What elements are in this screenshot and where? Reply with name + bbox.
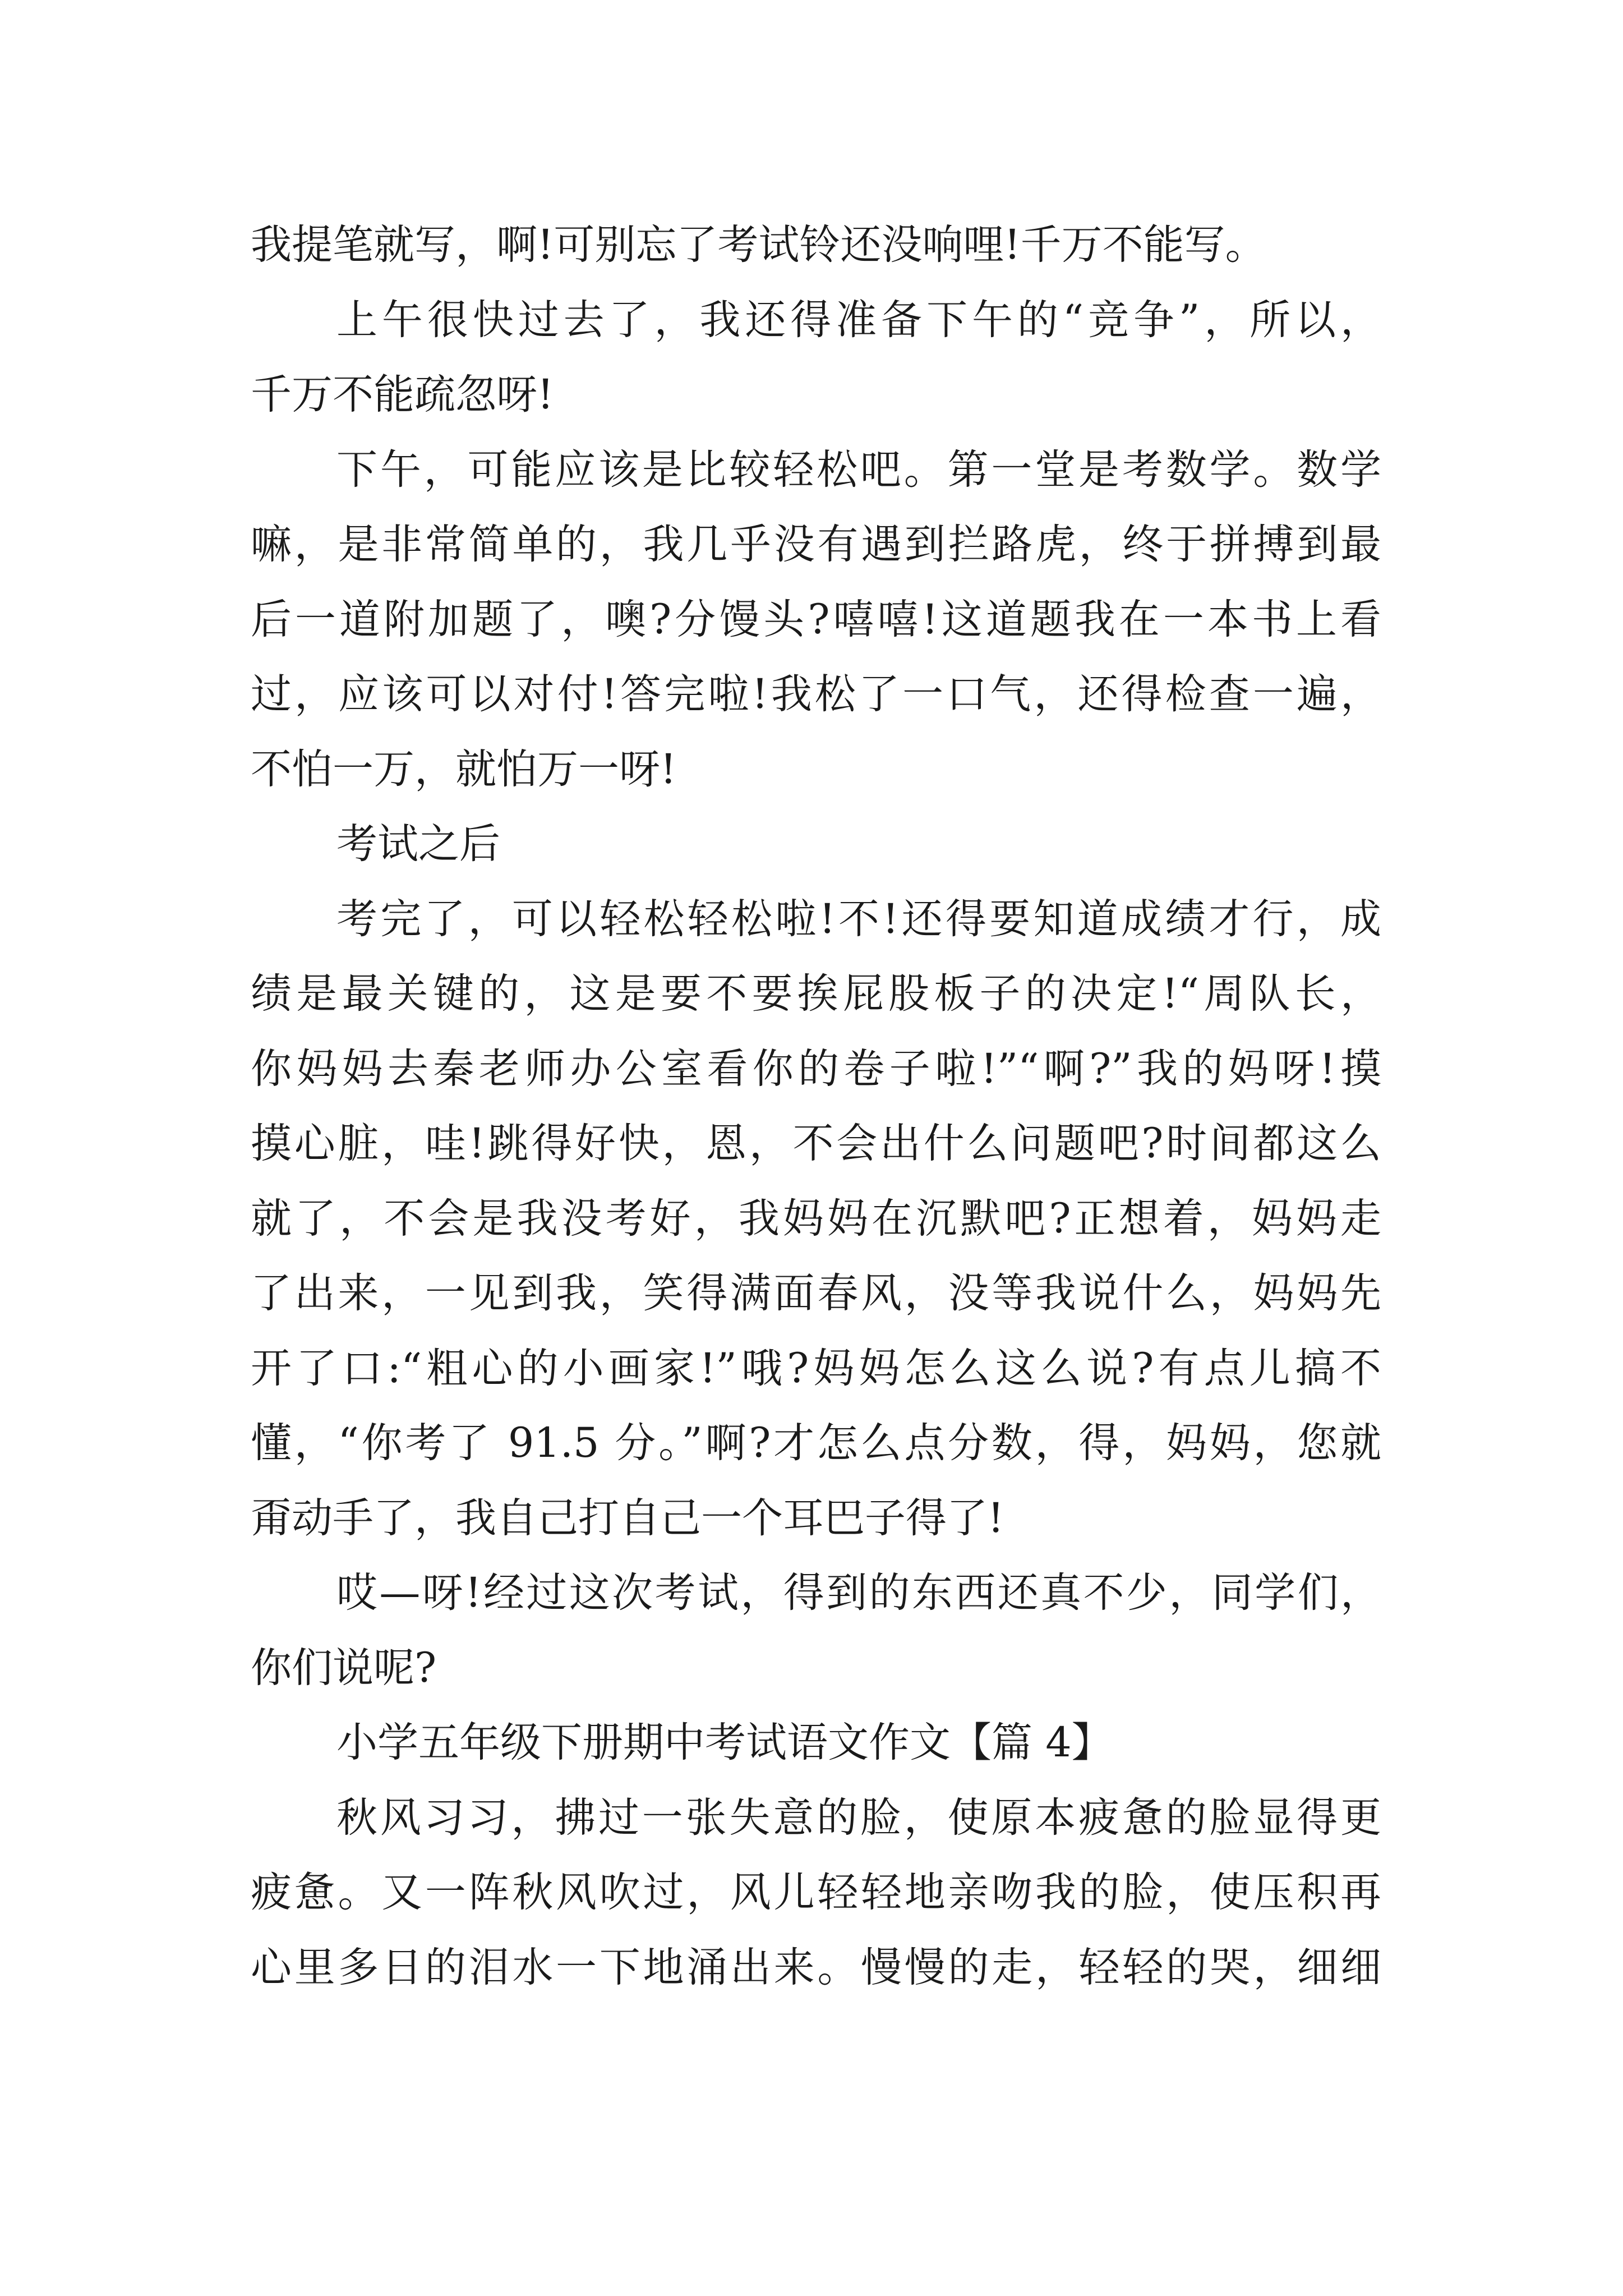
text-line: 嘛，是非常简单的，我几乎没有遇到拦路虎，终于拼搏到最 xyxy=(251,521,1381,568)
text-line: 秋风习习，拂过一张失意的脸，使原本疲惫的脸显得更 xyxy=(336,1794,1381,1842)
text-line: 你妈妈去秦老师办公室看你的卷子啦!”“啊?”我的妈呀!摸 xyxy=(251,1045,1381,1093)
text-line: 后一道附加题了，噢?分馒头?嘻嘻!这道题我在一本书上看 xyxy=(251,596,1381,643)
text-line: 过，应该可以对付!答完啦!我松了一口气，还得检查一遍， xyxy=(251,670,1381,718)
text-line: 绩是最关键的，这是要不要挨屁股板子的决定!“周队长， xyxy=(251,970,1381,1018)
text-line: 了出来，一见到我，笑得满面春风，没等我说什么，妈妈先 xyxy=(251,1269,1381,1317)
text-line: 下午，可能应该是比较轻松吧。第一堂是考数学。数学 xyxy=(336,446,1381,494)
text-line: 开了口:“粗心的小画家!”哦?妈妈怎么这么说?有点儿搞不 xyxy=(251,1345,1381,1392)
text-line: 懂，“你考了 91.5 分。”啊?才怎么点分数，得，妈妈，您就 xyxy=(251,1419,1381,1467)
text-line: 我提笔就写，啊!可别忘了考试铃还没响哩!千万不能写。 xyxy=(251,221,1266,269)
text-line: 哎—呀!经过这次考试，得到的东西还真不少，同学们， xyxy=(336,1569,1381,1617)
section-heading: 小学五年级下册期中考试语文作文【篇 4】 xyxy=(336,1719,1113,1766)
text-line: 甭动手了，我自己打自己一个耳巴子得了! xyxy=(251,1494,1004,1542)
text-line: 心里多日的泪水一下地涌出来。慢慢的走，轻轻的哭，细细 xyxy=(251,1944,1381,1991)
text-line: 不怕一万，就怕万一呀! xyxy=(251,746,677,793)
text-line: 上午很快过去了，我还得准备下午的“竞争”，所以， xyxy=(336,296,1381,344)
text-line: 疲惫。又一阵秋风吹过，风儿轻轻地亲吻我的脸，使压积再 xyxy=(251,1869,1381,1916)
text-line: 千万不能疏忽呀! xyxy=(251,371,554,418)
text-line: 你们说呢? xyxy=(251,1644,437,1692)
text-line: 就了，不会是我没考好，我妈妈在沉默吧?正想着，妈妈走 xyxy=(251,1195,1381,1243)
text-line: 摸心脏，哇!跳得好快，恩，不会出什么问题吧?时间都这么 xyxy=(251,1120,1381,1167)
section-heading: 考试之后 xyxy=(336,820,500,868)
text-line: 考完了，可以轻松轻松啦!不!还得要知道成绩才行，成 xyxy=(336,895,1381,943)
